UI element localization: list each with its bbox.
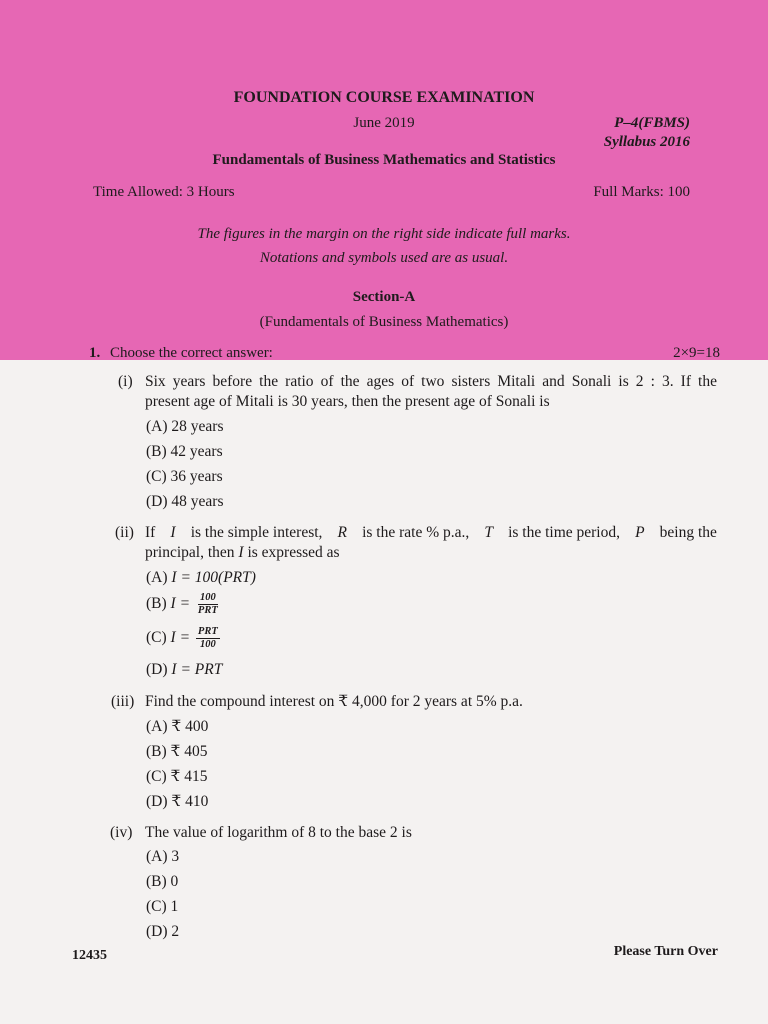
question-marks: 2×9=18 bbox=[673, 345, 720, 361]
answer-option: (D) ₹ 410 bbox=[146, 793, 209, 810]
subject-title: Fundamentals of Business Mathematics and Statistics bbox=[212, 152, 556, 168]
exam-session: June 2019 bbox=[353, 115, 415, 131]
question-instruction: Choose the correct answer: bbox=[110, 345, 273, 361]
answer-option: (B) 42 years bbox=[146, 443, 223, 460]
subquestion-label: (ii) bbox=[115, 524, 134, 541]
answer-option: (C) ₹ 415 bbox=[146, 768, 208, 785]
formula-lhs: I = bbox=[170, 595, 191, 613]
variable-r: R bbox=[337, 524, 347, 541]
text-fragment: is the time period, bbox=[508, 524, 620, 541]
subquestion-label: (iii) bbox=[111, 693, 135, 710]
fraction-numerator: 100 bbox=[199, 592, 216, 603]
subquestion-text-line: Find the compound interest on ₹ 4,000 for 2 years at 5% p.a. bbox=[145, 693, 523, 710]
answer-option bbox=[146, 626, 220, 651]
fraction-denominator: PRT bbox=[197, 605, 218, 616]
subquestion-label: (iv) bbox=[110, 824, 133, 841]
text-fragment: principal, then bbox=[145, 544, 235, 561]
answer-option: (B) 0 bbox=[146, 873, 179, 890]
variable-i: I bbox=[238, 544, 244, 561]
subquestion-text-line bbox=[145, 543, 340, 563]
instruction-note-1: The figures in the margin on the right side indicate full marks. bbox=[197, 226, 571, 242]
formula-lhs: I = bbox=[170, 629, 191, 647]
answer-option: (D) 2 bbox=[146, 923, 180, 940]
text-fragment: If bbox=[145, 524, 156, 541]
text-fragment: is the rate % p.a., bbox=[362, 524, 470, 541]
formula: I = 100(PRT) bbox=[171, 569, 256, 586]
answer-option: (A) 3 bbox=[146, 848, 180, 865]
variable-p: P bbox=[635, 524, 645, 541]
text-fragment: is the simple interest, bbox=[190, 524, 323, 541]
answer-option: (C) 36 years bbox=[146, 468, 223, 485]
question-number: 1. bbox=[89, 345, 101, 361]
answer-option bbox=[146, 592, 220, 617]
formula: I = PRT bbox=[171, 661, 223, 678]
option-label: (B) bbox=[146, 595, 167, 613]
answer-option: (D) 48 years bbox=[146, 493, 224, 510]
variable-i: I bbox=[170, 524, 176, 541]
time-allowed: Time Allowed: 3 Hours bbox=[93, 184, 235, 200]
fraction bbox=[196, 626, 220, 651]
section-subtitle: (Fundamentals of Business Mathematics) bbox=[259, 314, 509, 330]
subquestion-text-line: The value of logarithm of 8 to the base 2 is bbox=[145, 824, 412, 841]
variable-t: T bbox=[484, 524, 493, 541]
answer-option: (B) ₹ 405 bbox=[146, 743, 208, 760]
answer-option bbox=[146, 661, 222, 679]
pink-header-band bbox=[0, 0, 768, 360]
subquestion-text-line: Six years before the ratio of the ages of two sisters Mitali and Sonali is 2 : 3. If the bbox=[145, 373, 717, 390]
full-marks: Full Marks: 100 bbox=[593, 184, 690, 200]
please-turn-over: Please Turn Over bbox=[613, 944, 718, 959]
answer-option bbox=[146, 569, 256, 587]
text-fragment: is expressed as bbox=[247, 544, 340, 561]
exam-title: FOUNDATION COURSE EXAMINATION bbox=[233, 89, 535, 106]
instruction-note-2: Notations and symbols used are as usual. bbox=[259, 250, 509, 266]
option-label: (D) bbox=[146, 661, 168, 678]
text-fragment: being the bbox=[659, 524, 717, 541]
subquestion-label: (i) bbox=[118, 373, 133, 390]
subquestion-text-line: present age of Mitali is 30 years, then the present age of Sonali is bbox=[145, 393, 550, 410]
option-label: (A) bbox=[146, 569, 168, 586]
option-label: (C) bbox=[146, 629, 167, 647]
subquestion-text-line bbox=[145, 523, 717, 543]
answer-option: (A) ₹ 400 bbox=[146, 718, 209, 735]
fraction-denominator: 100 bbox=[199, 639, 216, 650]
fraction bbox=[196, 592, 220, 617]
answer-option: (C) 1 bbox=[146, 898, 179, 915]
answer-option: (A) 28 years bbox=[146, 418, 224, 435]
page-code: 12435 bbox=[72, 948, 107, 963]
fraction-numerator: PRT bbox=[197, 626, 218, 637]
paper-code: P–4(FBMS) bbox=[614, 115, 690, 131]
section-title: Section-A bbox=[352, 289, 416, 305]
syllabus-year: Syllabus 2016 bbox=[603, 134, 690, 150]
